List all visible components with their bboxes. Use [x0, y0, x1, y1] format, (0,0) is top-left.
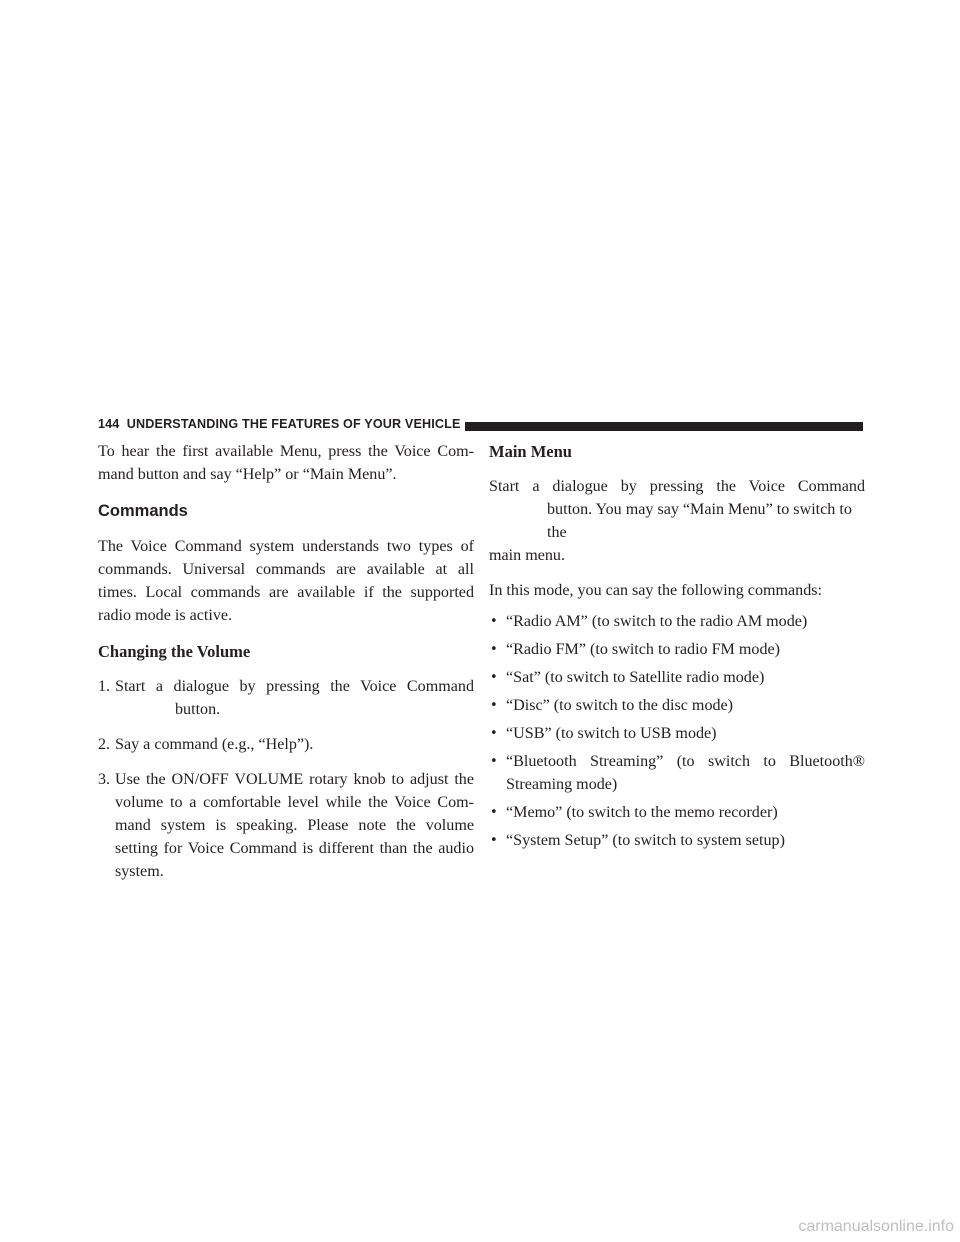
- main-menu-line3: main menu.: [489, 547, 565, 564]
- bullet-glyph: •: [490, 614, 498, 629]
- commands-heading: Commands: [98, 502, 188, 520]
- main-menu-line1: Start a dialogue by pressing the Voice Command: [489, 478, 865, 495]
- list-item-text: “Sat” (to switch to Satellite radio mode): [506, 669, 765, 686]
- main-menu-heading: Main Menu: [489, 442, 572, 461]
- page-number: 144: [98, 417, 120, 431]
- bullet-glyph: •: [490, 833, 498, 848]
- commands-body: The Voice Command system understands two types of commands. Universal commands are available at all times. Local commands are available if the supported radio mode is active.: [98, 538, 474, 624]
- list-item: [489, 610, 865, 633]
- step-text: Say a command (e.g., “Help”).: [115, 736, 314, 753]
- step-number: 3.: [98, 771, 111, 788]
- bullet-glyph: •: [490, 670, 498, 685]
- intro-line-1: To hear the first available Menu, press the Voice Com-: [98, 443, 474, 460]
- list-item-text: “Radio FM” (to switch to radio FM mode): [506, 641, 781, 658]
- list-item-text: “Radio AM” (to switch to the radio AM mode): [506, 613, 808, 630]
- list-item-text: “Bluetooth Streaming” (to switch to Bluetooth® Streaming mode): [506, 753, 865, 793]
- section-title: UNDERSTANDING THE FEATURES OF YOUR VEHICLE: [126, 417, 461, 431]
- step-text-line1: Start a dialogue by pressing the Voice Command: [115, 678, 474, 695]
- list-item-text: “USB” (to switch to USB mode): [506, 725, 717, 742]
- command-list: [489, 610, 865, 852]
- mode-intro: In this mode, you can say the following commands:: [489, 582, 822, 599]
- list-item-text: “Disc” (to switch to the disc mode): [506, 697, 734, 714]
- step-text: Use the ON/OFF VOLUME rotary knob to adjust the volume to a comfortable level while the Voice Com- mand system is speaking. Please note the volume setting for Voice Command is different than the audio system.: [115, 771, 474, 880]
- left-column: [98, 440, 474, 883]
- bullet-glyph: •: [490, 642, 498, 657]
- bullet-glyph: •: [490, 726, 498, 741]
- list-item-text: “System Setup” (to switch to system setup): [506, 832, 785, 849]
- header-text: [98, 417, 461, 431]
- list-item: [489, 722, 865, 745]
- right-column: [489, 441, 865, 857]
- step-item: [98, 675, 474, 721]
- list-item: [489, 638, 865, 661]
- bullet-glyph: •: [490, 754, 498, 769]
- main-menu-line2: button. You may say “Main Menu” to switch to the: [547, 501, 852, 541]
- list-item: [489, 666, 865, 689]
- step-text-line2: button.: [175, 701, 221, 718]
- list-item: [489, 829, 865, 852]
- list-item: [489, 694, 865, 717]
- intro-line-2: [98, 463, 474, 486]
- volume-heading: Changing the Volume: [98, 642, 251, 661]
- page-header: [98, 416, 863, 434]
- list-item: [489, 801, 865, 824]
- watermark-link[interactable]: carmanualsonline.info: [798, 1218, 954, 1235]
- step-item: [98, 733, 474, 756]
- bullet-glyph: •: [490, 805, 498, 820]
- volume-steps: [98, 675, 474, 883]
- bullet-glyph: •: [490, 698, 498, 713]
- intro-line-2-text: mand button and say “Help” or “Main Menu”.: [98, 466, 397, 483]
- step-number: 2.: [98, 736, 111, 753]
- list-item: [489, 750, 865, 796]
- list-item-text: “Memo” (to switch to the memo recorder): [506, 804, 778, 821]
- step-item: [98, 768, 474, 883]
- step-number: 1.: [98, 678, 111, 695]
- header-rule: [465, 422, 863, 431]
